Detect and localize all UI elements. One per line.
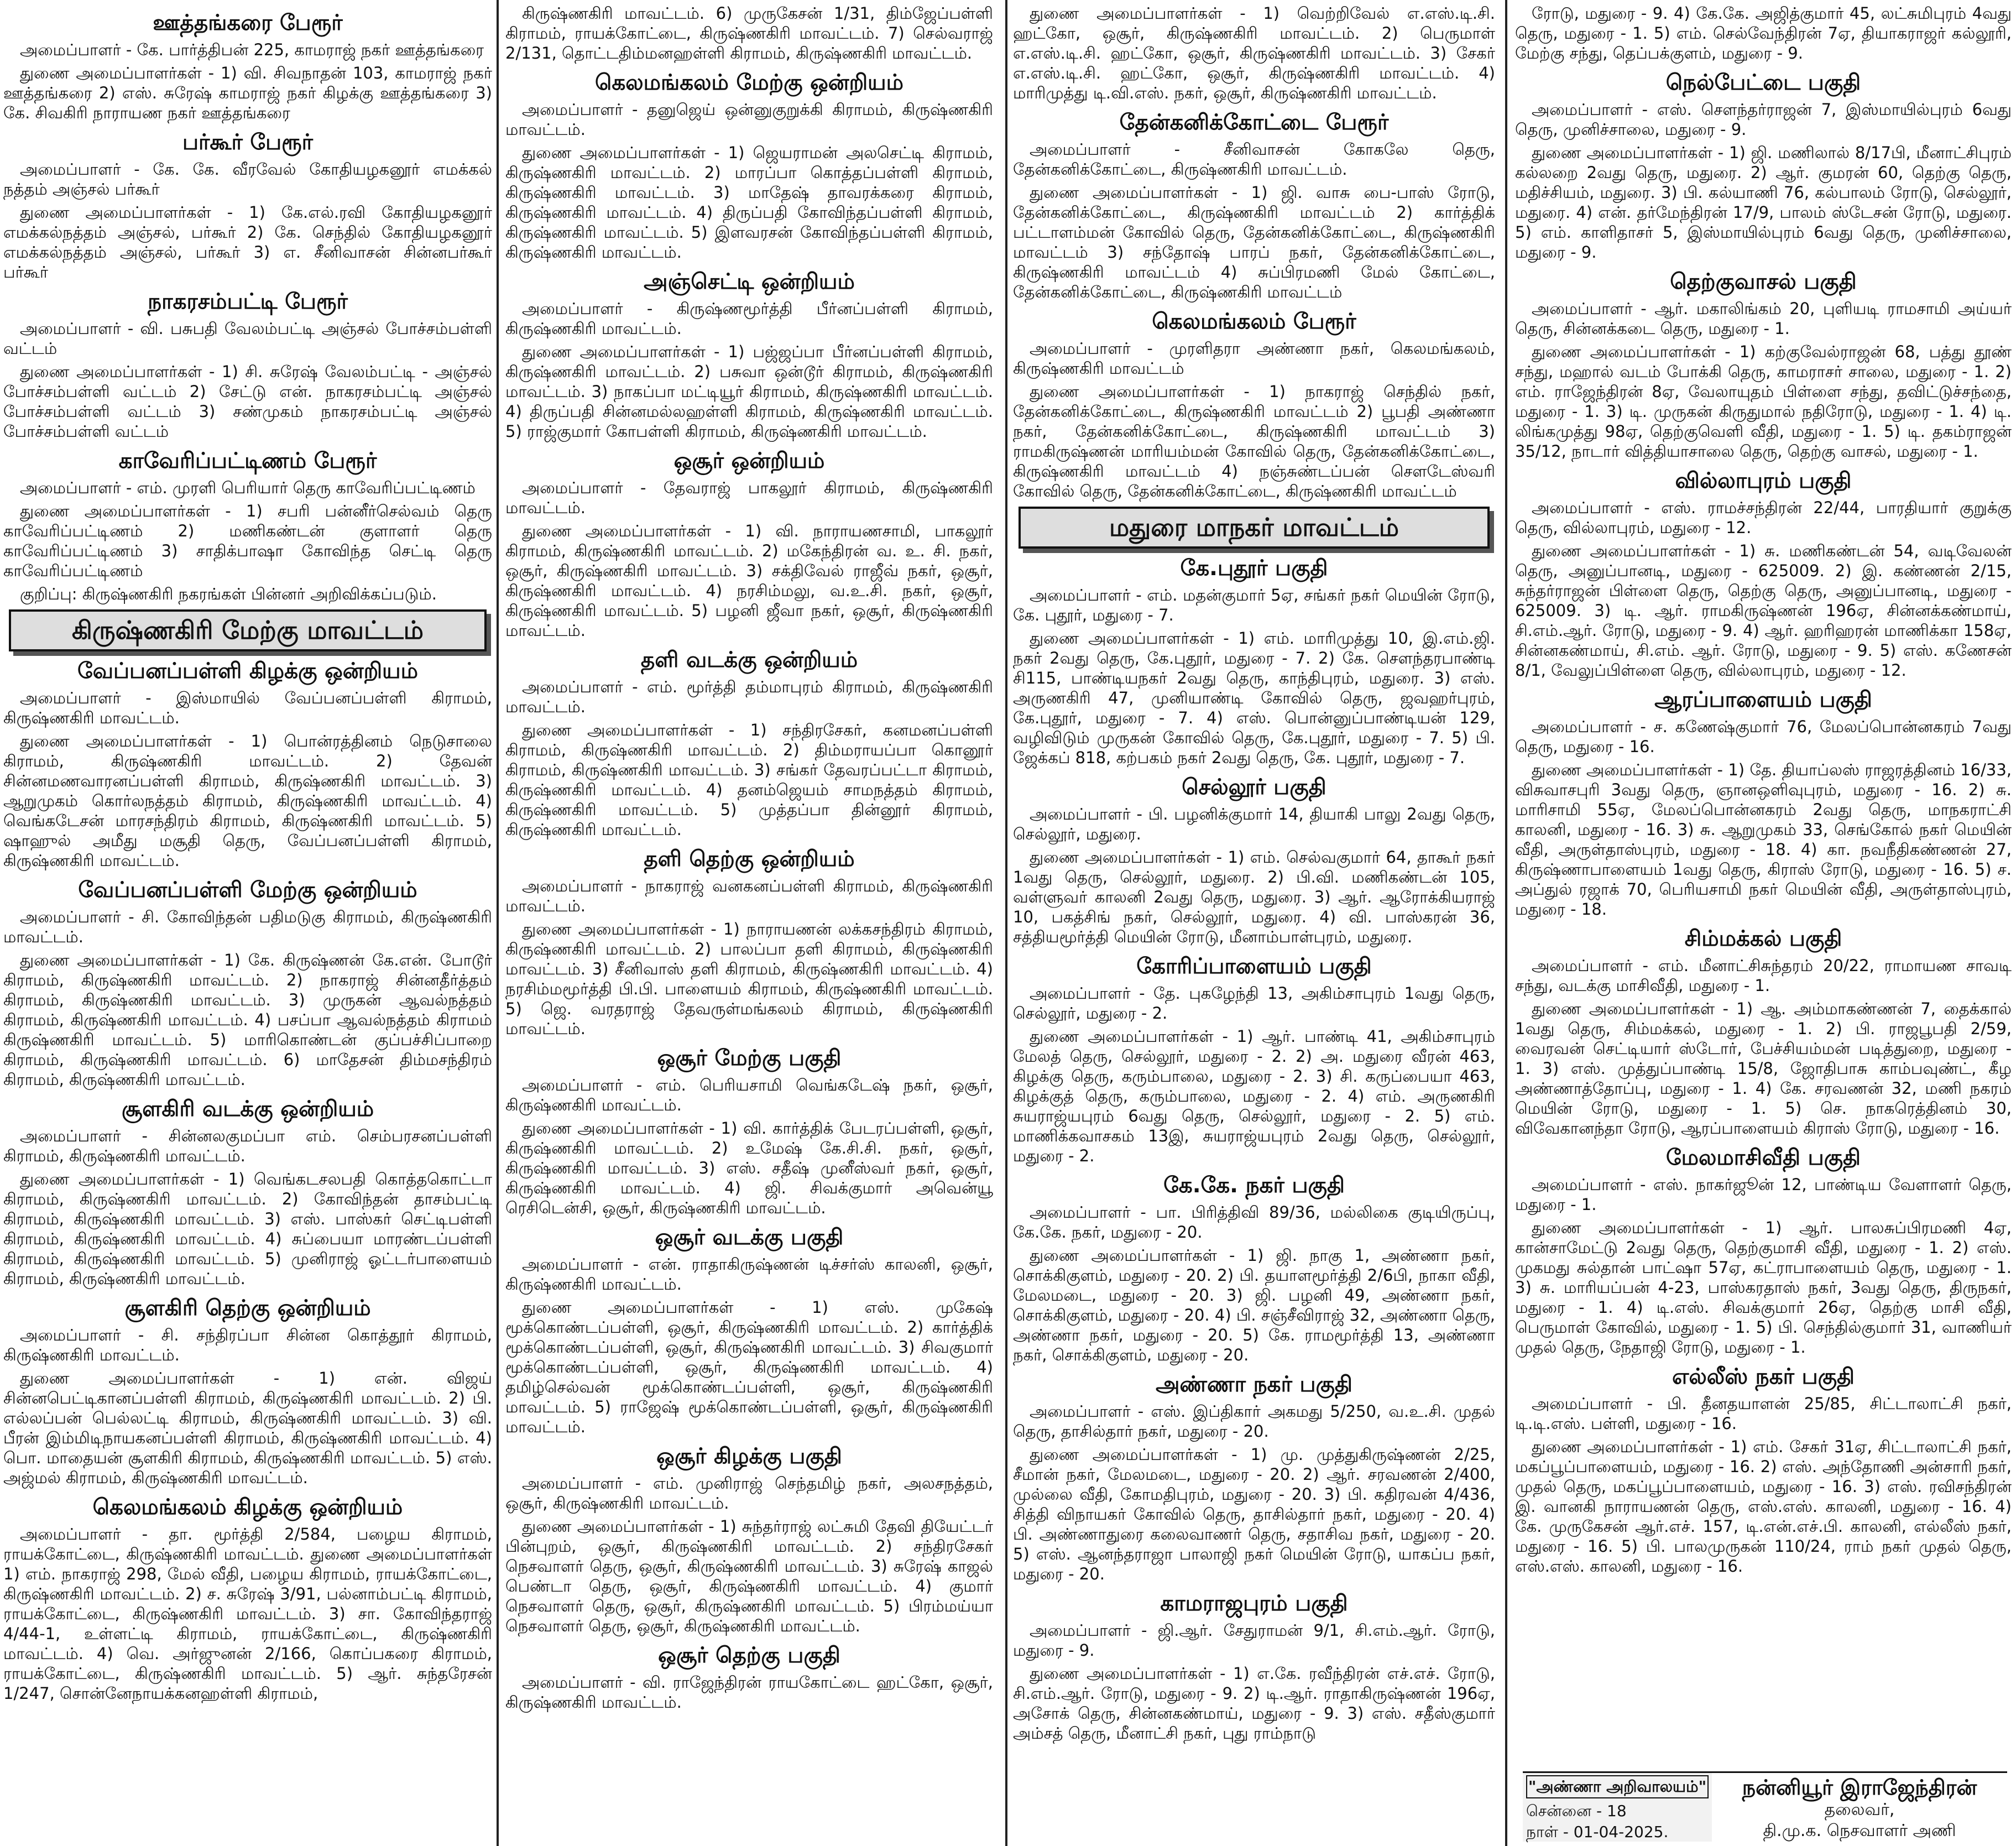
notice-paragraph: அமைப்பாளர் - எஸ். சௌந்தர்ராஜன் 7, இஸ்மாயில்புரம் 6வது தெரு, முனிச்சாலை, மதுரை - 9. (1515, 100, 2012, 139)
notice-paragraph: துணை அமைப்பாளர்கள் - 1) பஜ்ஜப்பா பீர்னப்பள்ளி கிராமம், கிருஷ்ணகிரி மாவட்டம். 2) பசுவா ஒன்டூர் கிராமம், கிருஷ்ணகிரி மாவட்டம். 3) நாகப்பா மட்டியூர் கிராமம், கிருஷ்ணகிரி மாவட்டம். 4) திருப்பதி சின்னமல்லஹள்ளி கிராமம், கிருஷ்ணகிரி மாவட்டம். 5) ராஜ்குமார் கோபள்ளி கிராமம், கிருஷ்ணகிரி மாவட்டம். (505, 342, 993, 441)
notice-paragraph: அமைப்பாளர் - எம். மூர்த்தி தம்மாபுரம் கிராமம், கிருஷ்ணகிரி மாவட்டம். (505, 677, 993, 716)
column-divider (497, 0, 499, 1846)
notice-paragraph: அமைப்பாளர் - கிருஷ்ணமூர்த்தி பீர்னப்பள்ளி கிராமம், கிருஷ்ணகிரி மாவட்டம். (505, 299, 993, 338)
section-heading: ஒசூர் கிழக்கு பகுதி (656, 1444, 842, 1469)
column-1 (3, 3, 492, 1843)
notice-paragraph: துணை அமைப்பாளர்கள் - 1) எம். சேகர் 31ஏ, சிட்டாலாட்சி நகர், மகப்பூப்பாளையம், மதுரை - 16. 2) எஸ். அந்தோணி அன்சாரி நகர், முதல் தெரு, மகப்பூப்பாளையம், மதுரை - 16. 3) எஸ். ரவிசந்திரன் இ. வானகி நாராயணன் தெரு, எஸ்.எஸ். காலனி, மதுரை - 16. 4) கே. முருகேசன் ஆர்.எச். 157, டி.என்.எச்.பி. காலனி, எல்லீஸ் நகர், மதுரை - 16. 5) பி. பாலமுருகன் 110/24, ராம் நகர் முதல் தெரு, எஸ்.எஸ். காலனி, மதுரை - 16. (1515, 1437, 2012, 1576)
notice-paragraph: அமைப்பாளர் - வி. ராஜேந்திரன் ராயகோட்டை ஹட்கோ, ஒசூர், கிருஷ்ணகிரி மாவட்டம். (505, 1673, 993, 1712)
notice-paragraph: துணை அமைப்பாளர்கள் - 1) ஜி. வாசு பை-பாஸ் ரோடு, தேன்கனிக்கோட்டை, கிருஷ்ணகிரி மாவட்டம் 2) கார்த்திக் பட்டாளம்மன் கோவில் தெரு, தேன்கனிக்கோட்டை, கிருஷ்ணகிரி மாவட்டம் 3) சந்தோஷ் பாரப் நகர், தேன்கனிக்கோட்டை, கிருஷ்ணகிரி மாவட்டம் 4) சுப்பிரமணி மேல் கோட்டை, தேன்கனிக்கோட்டை, கிருஷ்ணகிரி மாவட்டம் (1013, 183, 1495, 301)
section-heading: வேப்பனப்பள்ளி மேற்கு ஒன்றியம் (78, 878, 417, 903)
district-banner: கிருஷ்ணகிரி மேற்கு மாவட்டம் (9, 609, 487, 651)
notice-paragraph: ரோடு, மதுரை - 9. 4) கே.கே. அஜித்குமார் 45, லட்சுமிபுரம் 4வது தெரு, மதுரை - 1. 5) எம். செல்வேந்திரன் 7ஏ, தியாகராஜர் கல்லூரி, மேற்கு சந்து, தெப்பக்குளம், மதுரை - 9. (1515, 4, 2012, 62)
notice-paragraph: அமைப்பாளர் - ஜி.ஆர். சேதுராமன் 9/1, சி.எம்.ஆர். ரோடு, மதுரை - 9. (1013, 1621, 1495, 1660)
notice-paragraph: அமைப்பாளர் - கே. கே. வீரவேல் கோதியழகனூர் எமக்கல் நத்தம் அஞ்சல் பர்கூர் (3, 160, 492, 199)
notice-paragraph: துணை அமைப்பாளர்கள் - 1) வெங்கடசலபதி கொத்தகொட்டா கிராமம், கிருஷ்ணகிரி மாவட்டம். 2) கோவிந்தன் தாசம்பட்டி கிராமம், கிருஷ்ணகிரி மாவட்டம். 3) எஸ். பாஸ்கர் செட்டிபள்ளி கிராமம், கிருஷ்ணகிரி மாவட்டம். 4) சுப்பையா மாரண்டப்பள்ளி கிராமம், கிருஷ்ணகிரி மாவட்டம். 5) முனிராஜ் ஓட்டர்பாளையம் கிராமம், கிருஷ்ணகிரி மாவட்டம். (3, 1170, 492, 1288)
section-heading: தெற்குவாசல் பகுதி (1670, 269, 1857, 294)
column-divider (1505, 0, 1507, 1846)
office-city: சென்னை - 18 (1526, 1802, 1627, 1820)
section-heading: ஒசூர் மேற்கு பகுதி (657, 1046, 842, 1071)
section-heading: சூளகிரி தெற்கு ஒன்றியம் (124, 1296, 371, 1321)
section-heading: ஒசூர் தெற்கு பகுதி (658, 1643, 840, 1668)
section-heading: தளி வடக்கு ஒன்றியம் (640, 648, 858, 672)
section-heading: சூளகிரி வடக்கு ஒன்றியம் (121, 1097, 374, 1122)
notice-paragraph: அமைப்பாளர் - எஸ். இப்திகார் அகமது 5/250, வ.உ.சி. முதல் தெரு, தாசில்தார் நகர், மதுரை - 20. (1013, 1402, 1495, 1441)
section-heading: பர்கூர் பேரூர் (182, 130, 314, 155)
notice-paragraph: துணை அமைப்பாளர்கள் - 1) எஸ். முகேஷ் மூக்கொண்டப்பள்ளி, ஒசூர், கிருஷ்ணகிரி மாவட்டம். 2) கார்த்திக் மூக்கொண்டப்பள்ளி, ஒசூர், கிருஷ்ணகிரி மாவட்டம். 3) சிவகுமார் மூக்கொண்டப்பள்ளி, ஒசூர், கிருஷ்ணகிரி மாவட்டம். 4) தமிழ்செல்வன் மூக்கொண்டப்பள்ளி, ஒசூர், கிருஷ்ணகிரி மாவட்டம். 5) ராஜேஷ் மூக்கொண்டப்பள்ளி, ஒசூர், கிருஷ்ணகிரி மாவட்டம். (505, 1298, 993, 1436)
notice-paragraph: துணை அமைப்பாளர்கள் - 1) நாகராஜ் செந்தில் நகர், தேன்கனிக்கோட்டை, கிருஷ்ணகிரி மாவட்டம் 2) பூபதி அண்ணா நகர், தேன்கனிக்கோட்டை, கிருஷ்ணகிரி மாவட்டம் 3) ராமகிருஷ்ணன் மாரியம்மன் கோவில் தெரு, தேன்கனிக்கோட்டை, கிருஷ்ணகிரி மாவட்டம் 4) நஞ்சுண்டப்பன் சௌடேஸ்வரி கோவில் தெரு, தேன்கனிக்கோட்டை, கிருஷ்ணகிரி மாவட்டம் (1013, 382, 1495, 500)
notice-date: நாள் - 01-04-2025. (1526, 1823, 1669, 1841)
notice-paragraph: துணை அமைப்பாளர்கள் - 1) ஜெயராமன் அலசெட்டி கிராமம், கிருஷ்ணகிரி மாவட்டம். 2) மாரப்பா கொத்தப்பள்ளி கிராமம், கிருஷ்ணகிரி மாவட்டம். 3) மாதேஷ் தாவரக்கரை கிராமம், கிருஷ்ணகிரி மாவட்டம். 4) திருப்பதி கோவிந்தப்பள்ளி கிராமம், கிருஷ்ணகிரி மாவட்டம். 5) இளவரசன் கோவிந்தப்பள்ளி கிராமம், கிருஷ்ணகிரி மாவட்டம். (505, 143, 993, 262)
column-3 (1013, 3, 1495, 1843)
notice-paragraph: கிருஷ்ணகிரி மாவட்டம். 6) முருகேசன் 1/31, திம்ஜேப்பள்ளி கிராமம், ராயக்கோட்டை, கிருஷ்ணகிரி மாவட்டம். 7) செல்வராஜ் 2/131, தொட்டதிம்மனஹள்ளி கிராமம், கிருஷ்ணகிரி மாவட்டம். (505, 4, 993, 62)
notice-paragraph: அமைப்பாளர் - எம். முனிராஜ் செந்தமிழ் நகர், அலசநத்தம், ஒசூர், கிருஷ்ணகிரி மாவட்டம். (505, 1474, 993, 1513)
notice-paragraph: துணை அமைப்பாளர்கள் - 1) வி. கார்த்திக் பேடரப்பள்ளி, ஒசூர், கிருஷ்ணகிரி மாவட்டம். 2) உமேஷ் கே.சி.சி. நகர், ஒசூர், கிருஷ்ணகிரி மாவட்டம். 3) எஸ். சதீஷ் முனீஸ்வர் நகர், ஒசூர், கிருஷ்ணகிரி மாவட்டம். 4) ஜி. சிவக்குமார் அவென்யூ ரெசிடென்சி, ஒசூர், கிருஷ்ணகிரி மாவட்டம். (505, 1119, 993, 1217)
notice-paragraph: துணை அமைப்பாளர்கள் - 1) வி. நாராயணசாமி, பாகலூர் கிராமம், கிருஷ்ணகிரி மாவட்டம். 2) மகேந்திரன் வ. உ. சி. நகர், ஒசூர், கிருஷ்ணகிரி மாவட்டம். 3) சக்திவேல் ராஜீவ் நகர், ஒசூர், கிருஷ்ணகிரி மாவட்டம். 4) நரசிம்மலு, வ.உ.சி. நகர், ஒசூர், கிருஷ்ணகிரி மாவட்டம். 5) பழனி ஜீவா நகர், ஒசூர், கிருஷ்ணகிரி மாவட்டம். (505, 522, 993, 640)
notice-paragraph: துணை அமைப்பாளர்கள் - 1) வெற்றிவேல் எ.எஸ்.டி.சி. ஹட்கோ, ஒசூர், கிருஷ்ணகிரி மாவட்டம். 2) பெருமாள் எ.எஸ்.டி.சி. ஹட்கோ, ஒசூர், கிருஷ்ணகிரி மாவட்டம். 3) சேகர் எ.எஸ்.டி.சி. ஹட்கோ, ஒசூர், கிருஷ்ணகிரி மாவட்டம். 4) மாரிமுத்து டி.வி.எஸ். நகர், ஒசூர், கிருஷ்ணகிரி மாவட்டம். (1013, 4, 1495, 102)
notice-paragraph: துணை அமைப்பாளர்கள் - 1) ஆர். பாண்டி 41, அகிம்சாபுரம் மேலத் தெரு, செல்லூர், மதுரை - 2. 2) அ. மதுரை வீரன் 463, கிழக்கு தெரு, கரும்பாலை, மதுரை - 2. 3) சி. கருப்பையா 463, கிழக்குத் தெரு, கரும்பாலை, மதுரை - 2. 4) எம். அருணகிரி சுயராஜ்யபுரம் 6வது தெரு, செல்லூர், மதுரை - 2. 5) எம். மாணிக்கவாசகம் 13இ, சுயராஜ்யபுரம் 2வது தெரு, செல்லூர், மதுரை - 2. (1013, 1027, 1495, 1165)
notice-paragraph: துணை அமைப்பாளர்கள் - 1) ஜி. நாகு 1, அண்ணா நகர், சொக்கிகுளம், மதுரை - 20. 2) பி. தயாளமூர்த்தி 2/6பி, நாகா வீதி, மேலமடை, மதுரை - 20. 3) ஜி. பழனி 49, அண்ணா நகர், சொக்கிகுளம், மதுரை - 20. 4) பி. சஞ்சீவிராஜ் 32, அண்ணா தெரு, அண்ணா நகர், மதுரை - 20. 5) கே. ராமமூர்த்தி 13, அண்ணா நகர், சொக்கிகுளம், மதுரை - 20. (1013, 1246, 1495, 1364)
notice-paragraph: துணை அமைப்பாளர்கள் - 1) சு. மணிகண்டன் 54, வடிவேலன் தெரு, அனுப்பானடி, மதுரை - 625009. 2) இ. கண்ணன் 2/15, சுந்தர்ராஜன் பிள்ளை தெரு, தெற்கு தெரு, அனுப்பானடி, மதுரை - 625009. 3) டி. ஆர். ராமகிருஷ்ணன் 196ஏ, சின்னக்கண்மாய், சி.எம்.ஆர். ரோடு, மதுரை - 9. 4) ஆர். ஹரிஹரன் மாணிக்கா 158ஏ, சின்னகண்மாய், சி.எம். ஆர். ரோடு, மதுரை - 9. 5) எஸ். கணேசன் 8/1, வேலுப்பிள்ளை தெரு, வில்லாபுரம், மதுரை - 12. (1515, 541, 2012, 680)
signatory-wing: தி.மு.க. நெசவாளர் அணி (1763, 1821, 1956, 1840)
notice-paragraph: அமைப்பாளர் - வி. பசுபதி வேலம்பட்டி அஞ்சல் போச்சம்பள்ளி வட்டம் (3, 319, 492, 358)
section-heading: ஆரப்பாளையம் பகுதி (1654, 687, 1872, 712)
section-heading: சிம்மக்கல் பகுதி (1684, 926, 1842, 951)
notice-paragraph: அமைப்பாளர் - கே. பார்த்திபன் 225, காமராஜ் நகர் ஊத்தங்கரை (20, 40, 484, 59)
notice-paragraph: துணை அமைப்பாளர்கள் - 1) சந்திரசேகர், கனமனப்பள்ளி கிராமம், கிருஷ்ணகிரி மாவட்டம். 2) திம்மராயப்பா கொனூர் கிராமம், கிருஷ்ணகிரி மாவட்டம். 3) சங்கர் தேவரப்பட்டா கிராமம், கிருஷ்ணகிரி மாவட்டம். 4) தனம்ஜெயம் சாமநத்தம் கிராமம், கிருஷ்ணகிரி மாவட்டம். 5) முத்தப்பா தின்னூர் கிராமம், கிருஷ்ணகிரி மாவட்டம். (505, 721, 993, 839)
section-heading: தேன்கனிக்கோட்டை பேரூர் (1119, 110, 1389, 135)
notice-paragraph: அமைப்பாளர் - இஸ்மாயில் வேப்பனப்பள்ளி கிராமம், கிருஷ்ணகிரி மாவட்டம். (3, 689, 492, 727)
section-heading: அண்ணா நகர் பகுதி (1156, 1372, 1352, 1397)
notice-paragraph: அமைப்பாளர் - ஆர். மகாலிங்கம் 20, புளியடி ராமசாமி அய்யர் தெரு, சின்னக்கடை தெரு, மதுரை - 1. (1515, 299, 2012, 338)
section-heading: செல்லூர் பகுதி (1182, 775, 1326, 800)
signature-block (1523, 1771, 2007, 1842)
column-4 (1515, 3, 2012, 1843)
section-heading: கெலமங்கலம் பேரூர் (1152, 309, 1356, 334)
notice-paragraph: துணை அமைப்பாளர்கள் - 1) தே. தியாப்லஸ் ராஜரத்தினம் 16/33, விசுவாசபுரி 3வது தெரு, ஞானஒளிவுபுரம், மதுரை - 16. 2) சு. மாரிசாமி 55ஏ, மேலப்பொன்னகரம் 2வது தெரு, மாநகராட்சி காலனி, மதுரை - 16. 3) சு. ஆறுமுகம் 33, செங்கோல் நகர் மெயின் வீதி, அருள்தாஸ்புரம், மதுரை - 18. 4) கா. நவநீதிகண்ணன் 27, கிருஷ்ணாபாளையம் 1வது தெரு, கிராஸ் ரோடு, மதுரை - 16. 5) ச. அப்துல் ரஜாக் 70, பெரியசாமி நகர் மெயின் வீதி, அருள்தாஸ்புரம், மதுரை - 18. (1515, 760, 2012, 919)
notice-paragraph: அமைப்பாளர் - தேவராஜ் பாகலூர் கிராமம், கிருஷ்ணகிரி மாவட்டம். (505, 478, 993, 517)
notice-paragraph: துணை அமைப்பாளர்கள் - 1) எம். செல்வகுமார் 64, தாகூர் நகர் 1வது தெரு, செல்லூர், மதுரை. 2) பி.வி. மணிகண்டன் 105, வள்ளுவர் காலனி 2வது தெரு, மதுரை. 3) ஆர். ஆரோக்கியராஜ் 10, பகத்சிங் நகர், செல்லூர், மதுரை. 4) வி. பாஸ்கரன் 36, சத்தியமூர்த்தி மெயின் ரோடு, மீனாம்பாள்புரம், மதுரை. (1013, 848, 1495, 946)
section-heading: நாகரசம்பட்டி பேரூர் (148, 289, 348, 314)
notice-paragraph: அமைப்பாளர் - தே. புகழேந்தி 13, அகிம்சாபுரம் 1வது தெரு, செல்லூர், மதுரை - 2. (1013, 984, 1495, 1023)
section-heading: அஞ்செட்டி ஒன்றியம் (644, 269, 855, 294)
notice-paragraph: அமைப்பாளர் - எஸ். ராமச்சந்திரன் 22/44, பாரதியார் குறுக்கு தெரு, வில்லாபுரம், மதுரை - 12. (1515, 498, 2012, 537)
notice-paragraph: துணை அமைப்பாளர்கள் - 1) கே.எல்.ரவி கோதியழகனூர் எமக்கல்நத்தம் அஞ்சல், பர்கூர் 2) கே. செந்தில் கோதியழகனூர் எமக்கல்நத்தம் அஞ்சல், பர்கூர் 3) எ. சீனிவாசன் சின்னபர்கூர் பர்கூர் (3, 203, 492, 281)
notice-paragraph: அமைப்பாளர் - சின்னலகுமப்பா எம். செம்பரசனப்பள்ளி கிராமம், கிருஷ்ணகிரி மாவட்டம். (3, 1127, 492, 1165)
notice-paragraph: துணை அமைப்பாளர்கள் - 1) மு. முத்துகிருஷ்ணன் 2/25, சீமான் நகர், மேலமடை, மதுரை - 20. 2) ஆர். சரவணன் 2/400, முல்லை வீதி, கோமதிபுரம், மதுரை - 20. 3) பி. கதிரவன் 4/436, சித்தி விநாயகர் கோவில் தெரு, தாசில்தார் நகர், மதுரை - 20. 4) பி. அண்ணாதுரை கலைவாணர் தெரு, சதாசிவ நகர், மதுரை - 20. 5) எஸ். ஆனந்தராஜா பாலாஜி நகர் மெயின் ரோடு, யாகப்ப நகர், மதுரை - 20. (1013, 1445, 1495, 1583)
section-heading: காவேரிப்பட்டிணம் பேரூர் (118, 449, 377, 473)
signatory-name: நன்னியூர் இராஜேந்திரன் (1742, 1775, 1977, 1800)
notice-paragraph: அமைப்பாளர் - பி. தீனதயாளன் 25/85, சிட்டாலாட்சி நகர், டி.டி.எஸ். பள்ளி, மதுரை - 16. (1515, 1394, 2012, 1433)
section-heading: கெலமங்கலம் கிழக்கு ஒன்றியம் (92, 1495, 403, 1520)
section-heading: தளி தெற்கு ஒன்றியம் (644, 847, 855, 872)
notice-paragraph: அமைப்பாளர் - என். ராதாகிருஷ்ணன் டிச்சர்ஸ் காலனி, ஒசூர், கிருஷ்ணகிரி மாவட்டம். (505, 1255, 993, 1294)
office-info (1523, 1773, 1712, 1842)
notice-paragraph: அமைப்பாளர் - ச. கணேஷ்குமார் 76, மேலப்பொன்னகரம் 7வது தெரு, மதுரை - 16. (1515, 717, 2012, 756)
office-name: "அண்ணா அறிவாலயம்" (1526, 1775, 1709, 1798)
notice-paragraph: அமைப்பாளர் - பி. பழனிக்குமார் 14, தியாகி பாலு 2வது தெரு, செல்லூர், மதுரை. (1013, 805, 1495, 843)
column-2 (505, 3, 993, 1843)
section-heading: ஊத்தங்கரை பேரூர் (153, 11, 343, 35)
notice-paragraph: அமைப்பாளர் - சீனிவாசன் கோகலே தெரு, தேன்கனிக்கோட்டை, கிருஷ்ணகிரி மாவட்டம். (1013, 140, 1495, 179)
notice-paragraph: அமைப்பாளர் - தனுஜெய் ஒன்னுகுறுக்கி கிராமம், கிருஷ்ணகிரி மாவட்டம். (505, 100, 993, 139)
notice-paragraph: துணை அமைப்பாளர்கள் - 1) சி. சுரேஷ் வேலம்பட்டி - அஞ்சல் போச்சம்பள்ளி வட்டம் 2) சேட்டு என். நாகரசம்பட்டி அஞ்சல் போச்சம்பள்ளி வட்டம் 3) சண்முகம் நாகரசம்பட்டி அஞ்சல் போச்சம்பள்ளி வட்டம் (3, 362, 492, 441)
section-heading: கெலமங்கலம் மேற்கு ஒன்றியம் (595, 70, 903, 95)
notice-paragraph: துணை அமைப்பாளர்கள் - 1) ஆர். பாலசுப்பிரமணி 4ஏ, கான்சாமேட்டு 2வது தெரு, தெற்குமாசி வீதி, மதுரை - 1. 2) எஸ். முகமது சுல்தான் பாட்ஷா 57ஏ, கட்ராபாளையம் தெரு, மதுரை - 1. 3) சு. மாரியப்பன் 4-23, பாஸ்கரதாஸ் நகர், 3வது தெரு, திருநகர், மதுரை - 1. 4) டி.எஸ். சிவக்குமார் 26ஏ, தெற்கு மாசி வீதி, பெருமாள் கோவில், மதுரை - 1. 5) பி. செந்தில்குமார் 31, வாணியர் முதல் தெரு, நேதாஜி ரோடு, மதுரை - 1. (1515, 1218, 2012, 1357)
notice-paragraph: அமைப்பாளர் - முரளிதரா அண்ணா நகர், கெலமங்கலம், கிருஷ்ணகிரி மாவட்டம் (1013, 339, 1495, 378)
notice-paragraph: அமைப்பாளர் - தா. மூர்த்தி 2/584, பழைய கிராமம், ராயக்கோட்டை, கிருஷ்ணகிரி மாவட்டம். துணை அமைப்பாளர்கள் 1) எம். நாகராஜ் 298, மேல் வீதி, பழைய கிராமம், ராயக்கோட்டை, கிருஷ்ணகிரி மாவட்டம். 2) ச. சுரேஷ் 3/91, பல்னாம்பட்டி கிராமம், ராயக்கோட்டை, கிருஷ்ணகிரி மாவட்டம். 3) சா. கோவிந்தராஜ் 4/44-1, உள்ளட்டி கிராமம், ராயக்கோட்டை, கிருஷ்ணகிரி மாவட்டம். 4) வெ. அர்ஜுனன் 2/166, கொப்பகரை கிராமம், ராயக்கோட்டை, கிருஷ்ணகிரி மாவட்டம். 5) ஆர். சுந்தரேசன் 1/247, சொன்னேநாயக்கனஹள்ளி கிராமம், (3, 1525, 492, 1703)
column-divider (1005, 0, 1007, 1846)
signatory (1712, 1773, 2007, 1842)
section-heading: காமராஜபுரம் பகுதி (1160, 1591, 1348, 1616)
notice-paragraph: அமைப்பாளர் - சி. கோவிந்தன் பதிமடுகு கிராமம், கிருஷ்ணகிரி மாவட்டம். (3, 908, 492, 946)
notice-paragraph: துணை அமைப்பாளர்கள் - 1) வி. சிவநாதன் 103, காமராஜ் நகர் ஊத்தங்கரை 2) எஸ். சுரேஷ் காமராஜ் நகர் கிழக்கு ஊத்தங்கரை 3) கே. சிவகிரி நாராயண நகர் ஊத்தங்கரை (3, 64, 492, 122)
notice-paragraph: துணை அமைப்பாளர்கள் - 1) கே. கிருஷ்ணன் கே.என். போடூர் கிராமம், கிருஷ்ணகிரி மாவட்டம். 2) நாகராஜ் சின்னதீர்த்தம் கிராமம், கிருஷ்ணகிரி மாவட்டம். 3) முருகன் ஆவல்நத்தம் கிராமம், கிருஷ்ணகிரி மாவட்டம். 4) பசப்பா ஆவல்நத்தம் கிராமம் கிருஷ்ணகிரி மாவட்டம். 5) மாரிகொண்டன் குப்பச்சிப்பாறை கிராமம், கிருஷ்ணகிரி மாவட்டம். 6) மாதேசன் திம்மசந்திரம் கிராமம், கிருஷ்ணகிரி மாவட்டம். (3, 951, 492, 1089)
notice-paragraph: துணை அமைப்பாளர்கள் - 1) ஆ. அம்மாகண்ணன் 7, தைக்கால் 1வது தெரு, சிம்மக்கல், மதுரை - 1. 2) பி. ராஜபூபதி 2/59, வைரவன் செட்டியார் ஸ்டோர், பேச்சியம்மன் படித்துறை, மதுரை - 1. 3) எஸ். முத்துப்பாண்டி 15/8, ஜோதிபாசு காம்பவுண்ட், கீழ அண்ணாத்தோப்பு, மதுரை - 1. 4) கே. சரவணன் 32, மணி நகரம் மெயின் ரோடு, மதுரை - 1. 5) செ. நாகரெத்தினம் 30, விவேகானந்தா ரோடு, ஆரப்பாளையம் கிராஸ் ரோடு, மதுரை - 16. (1515, 999, 2012, 1138)
notice-paragraph: அமைப்பாளர் - எஸ். நாகர்ஜூன் 12, பாண்டிய வேளாளர் தெரு, மதுரை - 1. (1515, 1175, 2012, 1214)
notice-paragraph: அமைப்பாளர் - எம். மதன்குமார் 5ஏ, சங்கர் நகர் மெயின் ரோடு, கே. புதூர், மதுரை - 7. (1013, 586, 1495, 624)
notice-paragraph: துணை அமைப்பாளர்கள் - 1) சபரி பன்னீர்செல்வம் தெரு காவேரிப்பட்டிணம் 2) மணிகண்டன் குளாளர் தெரு காவேரிப்பட்டிணம் 3) சாதிக்பாஷா கோவிந்த செட்டி தெரு காவேரிப்பட்டிணம் (3, 502, 492, 580)
notice-paragraph: துணை அமைப்பாளர்கள் - 1) சுந்தர்ராஜ் லட்சுமி தேவி தியேட்டர் பின்புறம், ஒசூர், கிருஷ்ணகிரி மாவட்டம். 2) சந்திரசேகர் நெசவாளர் தெரு, ஒசூர், கிருஷ்ணகிரி மாவட்டம். 3) சுரேஷ் காஜல் பெண்டா தெரு, ஒசூர், கிருஷ்ணகிரி மாவட்டம். 4) குமார் நெசவாளர் தெரு, ஒசூர், கிருஷ்ணகிரி மாவட்டம். 5) பிரம்மய்யா நெசவாளர் தெரு, ஒசூர், கிருஷ்ணகிரி மாவட்டம். (505, 1517, 993, 1635)
notice-paragraph: அமைப்பாளர் - எம். மீனாட்சிசுந்தரம் 20/22, ராமாயண சாவடி சந்து, வடக்கு மாசிவீதி, மதுரை - 1. (1515, 956, 2012, 995)
signatory-role: தலைவர், (1824, 1800, 1895, 1819)
section-heading: வேப்பனப்பள்ளி கிழக்கு ஒன்றியம் (77, 659, 418, 684)
notice-paragraph: துணை அமைப்பாளர்கள் - 1) என். விஜய் சின்னபெட்டிகானப்பள்ளி கிராமம், கிருஷ்ணகிரி மாவட்டம். 2) பி. எல்லப்பன் பெல்லட்டி கிராமம், கிருஷ்ணகிரி மாவட்டம். 3) வி. பீரன் இம்மிடிநாயகனப்பள்ளி கிராமம், கிருஷ்ணகிரி மாவட்டம். 4) பொ. மாதையன் சூளகிரி கிராமம், கிருஷ்ணகிரி மாவட்டம். 5) எஸ். அஜ்மல் கிராமம், கிருஷ்ணகிரி மாவட்டம். (3, 1369, 492, 1487)
notice-paragraph: துணை அமைப்பாளர்கள் - 1) ஜி. மணிலால் 8/17பி, மீனாட்சிபுரம் கல்லறை 2வது தெரு, மதுரை. 2) ஆர். குமரன் 60, தெற்கு தெரு, மதிச்சியம், மதுரை. 3) பி. கல்யாணி 76, கல்பாலம் ரோடு, செல்லூர், மதுரை. 4) என். தர்மேந்திரன் 17/9, பாலம் ஸ்டேசன் ரோடு, மதுரை. 5) எம். காளிதாசர் 5, இஸ்மாயில்புரம் 6வது தெரு, முனிச்சாலை, மதுரை - 9. (1515, 143, 2012, 262)
notice-paragraph: அமைப்பாளர் - நாகராஜ் வனகனப்பள்ளி கிராமம், கிருஷ்ணகிரி மாவட்டம். (505, 877, 993, 915)
notice-paragraph: அமைப்பாளர் - சி. சந்திரப்பா சின்ன கொத்தூர் கிராமம், கிருஷ்ணகிரி மாவட்டம். (3, 1326, 492, 1364)
notice-paragraph: குறிப்பு: கிருஷ்ணகிரி நகரங்கள் பின்னர் அறிவிக்கப்படும். (20, 585, 437, 603)
notice-paragraph: துணை அமைப்பாளர்கள் - 1) கற்குவேல்ராஜன் 68, பத்து தூண் சந்து, மஹால் வடம் போக்கி தெரு, காமராசர் சாலை, மதுரை - 1. 2) எம். ராஜேந்திரன் 8ஏ, வேலாயுதம் பிள்ளை சந்து, தவிட்டுச்சந்தை, மதுரை - 1. 3) டி. முருகன் கிருதுமால் நதிரோடு, மதுரை - 1. 4) டி. லிங்கமுத்து 98ஏ, தெற்குவெளி வீதி, மதுரை - 1. 5) டி. தகம்ராஜன் 35/12, நாடார் வித்தியாசாலை தெரு, தெற்கு வாசல், மதுரை - 1. (1515, 342, 2012, 461)
section-heading: கே.கே. நகர் பகுதி (1163, 1173, 1345, 1198)
section-heading: ஒசூர் வடக்கு பகுதி (655, 1225, 844, 1250)
section-heading: மேலமாசிவீதி பகுதி (1665, 1145, 1861, 1170)
section-heading: கோரிப்பாளையம் பகுதி (1136, 954, 1372, 979)
section-heading: நெல்பேட்டை பகுதி (1665, 70, 1861, 95)
district-banner: மதுரை மாநகர் மாவட்டம் (1019, 507, 1490, 549)
notice-paragraph: அமைப்பாளர் - எம். பெரியசாமி வெங்கடேஷ் நகர், ஒசூர், கிருஷ்ணகிரி மாவட்டம். (505, 1076, 993, 1114)
notice-paragraph: துணை அமைப்பாளர்கள் - 1) எ.கே. ரவீந்திரன் எச்.எச். ரோடு, சி.எம்.ஆர். ரோடு, மதுரை - 9. 2) டி.ஆர். ராதாகிருஷ்ணன் 196ஏ, அசோக் தெரு, சின்னகண்மாய், மதுரை - 9. 3) எஸ். சதீஸ்குமார் அம்சத் தெரு, மீனாட்சி நகர், புது ராம்நாடு (1013, 1664, 1495, 1743)
section-heading: ஒசூர் ஒன்றியம் (673, 449, 825, 473)
notice-paragraph: துணை அமைப்பாளர்கள் - 1) எம். மாரிமுத்து 10, இ.எம்.ஜி. நகர் 2வது தெரு, கே.புதூர், மதுரை - 7. 2) கே. சௌந்தரபாண்டி சி115, பாண்டியநகர் 2வது தெரு, காந்திபுரம், மதுரை. 3) எஸ். அருணகிரி 47, முனியாண்டி கோவில் தெரு, ஜவஹர்புரம், கே.புதூர், மதுரை - 7. 4) எஸ். பொன்னுப்பாண்டியன் 129, வழிவிடும் முருகன் கோவில் தெரு, கே.புதூர், மதுரை - 7. 5) பி. ஜேக்கப் 818, கற்பகம் நகர் 2வது தெரு, கே. புதூர், மதுரை - 7. (1013, 629, 1495, 767)
notice-paragraph: அமைப்பாளர் - பா. பிரித்திவி 89/36, மல்லிகை குடியிருப்பு, கே.கே. நகர், மதுரை - 20. (1013, 1203, 1495, 1242)
section-heading: கே.புதூர் பகுதி (1180, 556, 1328, 581)
notice-paragraph: துணை அமைப்பாளர்கள் - 1) பொன்ரத்தினம் நெடுசாலை கிராமம், கிருஷ்ணகிரி மாவட்டம். 2) தேவன் சின்னமணவாரனப்பள்ளி கிராமம், கிருஷ்ணகிரி மாவட்டம். 3) ஆறுமுகம் கொர்லநத்தம் கிராமம், கிருஷ்ணகிரி மாவட்டம். 4) வெங்கடேசன் மாரசந்திரம் கிராமம், கிருஷ்ணகிரி மாவட்டம். 5) ஷாஹுல் அமீது மசூதி தெரு, வேப்பனப்பள்ளி கிராமம், கிருஷ்ணகிரி மாவட்டம். (3, 732, 492, 870)
section-heading: எல்லீஸ் நகர் பகுதி (1672, 1364, 1855, 1389)
section-heading: வில்லாபுரம் பகுதி (1675, 468, 1852, 493)
notice-paragraph: அமைப்பாளர் - எம். முரளி பெரியார் தெரு காவேரிப்பட்டிணம் (20, 478, 476, 497)
notice-paragraph: துணை அமைப்பாளர்கள் - 1) நாராயணன் லக்கசந்திரம் கிராமம், கிருஷ்ணகிரி மாவட்டம். 2) பாலப்பா தளி கிராமம், கிருஷ்ணகிரி மாவட்டம். 3) சீனிவாஸ் தளி கிராமம், கிருஷ்ணகிரி மாவட்டம். 4) நரசிம்மமூர்த்தி பி.பி. பாளையம் கிராமம், கிருஷ்ணகிரி மாவட்டம். 5) ஜெ. வரதராஜ் தேவருள்மங்கலம் கிராமம், கிருஷ்ணகிரி மாவட்டம். (505, 920, 993, 1038)
